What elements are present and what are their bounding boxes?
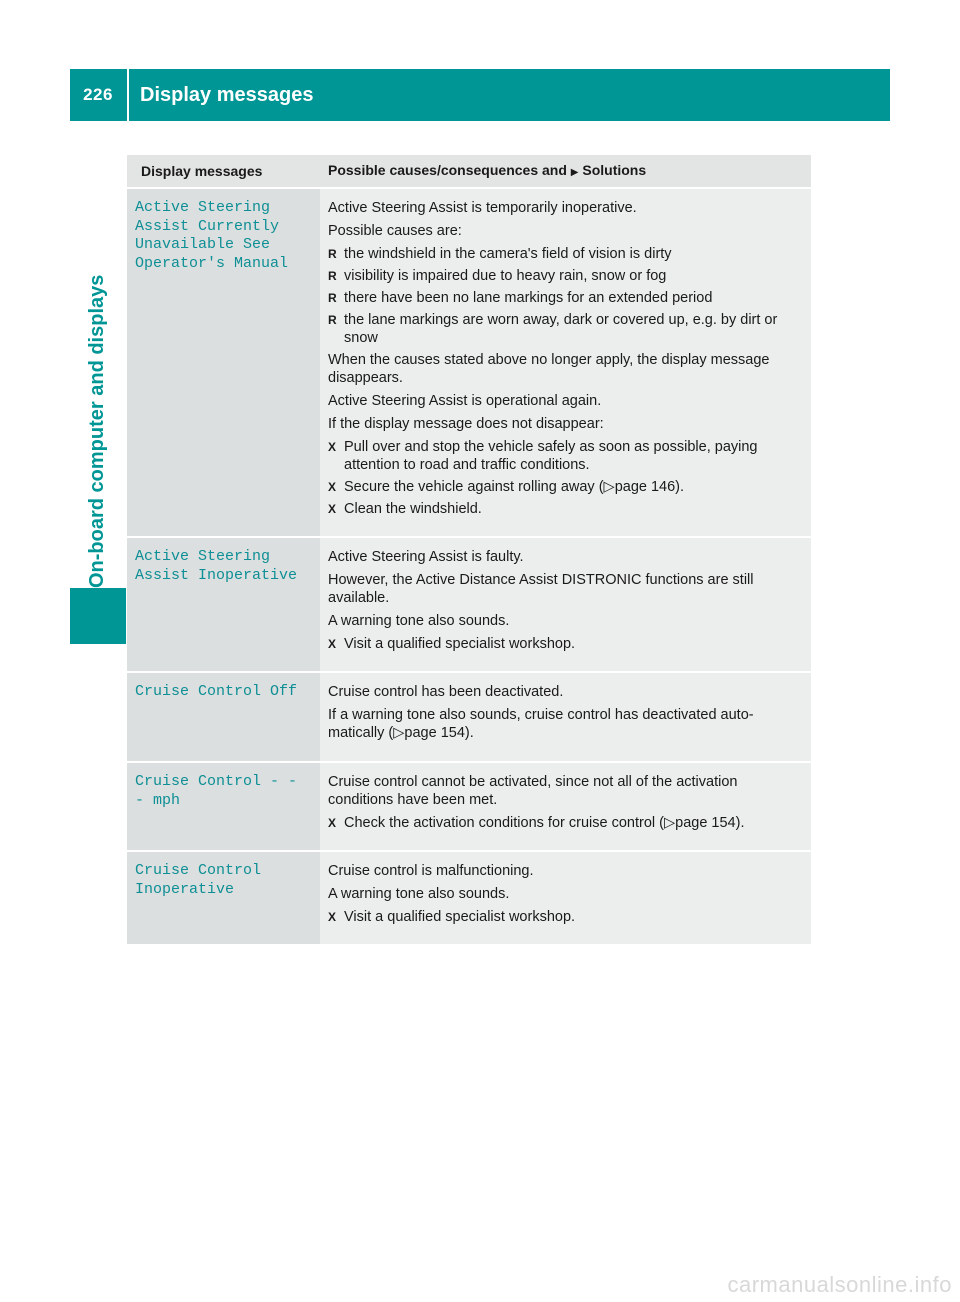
action-step [328,438,803,474]
paragraph-text: A warning tone also sounds. [328,886,510,902]
action-step [328,500,803,518]
paragraph-text: Cruise control has been deactivated. [328,684,564,700]
paragraph-text: Active Steering Assist is faulty. [328,549,524,565]
item-text [344,908,803,926]
paragraph-text: Cruise control is malfunctioning. [328,863,534,879]
table-header-row [127,155,811,188]
item-text-main: the lane markings are worn away, dark or covered up, e.g. by dirt or snow [344,312,778,346]
causes-solutions-cell [320,762,811,851]
bullet-item [328,311,803,347]
paragraph [328,548,803,566]
paragraph [328,612,803,630]
item-text [344,311,803,347]
page-number: 226 [83,85,113,104]
item-text [344,635,803,653]
paragraph-text: Possible causes are: [328,223,462,239]
display-message-code: Active Steering Assist Inoperative [127,537,320,672]
item-text-main: visibility is impaired due to heavy rain, snow or fog [344,268,667,284]
col-header-causes-label: Possible causes/consequences and [328,161,567,178]
item-text-main: Secure the vehicle against rolling away ( [344,479,604,495]
display-message-code: Cruise Control Off [127,672,320,762]
page-reference-icon: ▷ [663,815,676,831]
item-text-main: there have been no lane markings for an extended period [344,290,713,306]
col-header-display-messages: Display messages [127,155,320,188]
side-tab-marker [70,588,126,644]
paragraph-text: Cruise control cannot be activated, since not all of the activation conditions have been met. [328,774,738,808]
col-header-solutions-label: Solutions [582,161,647,178]
page-reference-link[interactable]: page 154 [675,815,736,831]
page-header [70,69,890,121]
bullet-marker-icon: R [328,291,337,305]
section-title: Display messages [140,83,314,106]
item-text-after: ). [735,815,745,831]
causes-solutions-cell [320,851,811,945]
bullet-marker-icon: R [328,269,337,283]
item-text [344,289,803,307]
action-step [328,478,803,496]
item-text [344,478,803,496]
play-arrow-icon: ▶ [570,166,579,178]
bullet-item [328,289,803,307]
paragraph-text: If the display message does not disappear: [328,416,604,432]
paragraph-text: Active Steering Assist is operational again. [328,393,602,409]
paragraph [328,415,803,433]
table-row [127,672,811,762]
display-message-code: Cruise Control Inoperative [127,851,320,945]
paragraph-text: Active Steering Assist is temporarily inoperative. [328,200,637,216]
paragraph-text: If a warning tone also sounds, cruise control has deactivated auto-matically ( [328,707,754,741]
action-step [328,908,803,926]
item-text [344,245,803,263]
watermark: carmanualsonline.info [727,1272,952,1297]
display-message-code: Active Steering Assist Currently Unavailable See Operator's Manual [127,188,320,537]
paragraph [328,862,803,880]
bullet-item [328,267,803,285]
item-text-main: Visit a qualified specialist workshop. [344,636,576,652]
paragraph [328,222,803,240]
item-text [344,500,803,518]
item-text-main: the windshield in the camera's field of vision is dirty [344,246,672,262]
causes-solutions-cell [320,188,811,537]
action-marker-icon: X [328,910,337,924]
item-text [344,267,803,285]
item-text-main: Clean the windshield. [344,501,482,517]
action-marker-icon: X [328,637,337,651]
col-header-causes [320,155,811,188]
item-text-main: Visit a qualified specialist workshop. [344,909,576,925]
paragraph [328,773,803,809]
paragraph [328,885,803,903]
table-row [127,762,811,851]
page-reference-link[interactable]: page 146 [614,479,676,495]
paragraph [328,392,803,410]
causes-solutions-cell [320,537,811,672]
paragraph-text: When the causes stated above no longer apply, the display message disappears. [328,352,770,386]
causes-solutions-cell [320,672,811,762]
item-text [344,438,803,474]
paragraph [328,351,803,387]
action-marker-icon: X [328,502,337,516]
action-marker-icon: X [328,816,337,830]
item-text-main: Pull over and stop the vehicle safely as soon as possible, paying attention to road and traffic conditions. [344,439,758,473]
action-step [328,635,803,653]
paragraph-text: However, the Active Distance Assist DISTRONIC functions are still available. [328,572,754,606]
display-messages-table [127,155,811,946]
item-text-main: Check the activation conditions for cruise control ( [344,815,664,831]
action-marker-icon: X [328,440,337,454]
display-message-code: Cruise Control - - - mph [127,762,320,851]
paragraph-text: A warning tone also sounds. [328,613,510,629]
side-tab-label: On-board computer and displays [86,274,108,588]
page-reference-icon: ▷ [603,479,615,495]
bullet-marker-icon: R [328,313,337,327]
paragraph [328,199,803,217]
action-step [328,814,803,832]
page-reference-icon: ▷ [393,725,405,741]
item-text [344,814,803,832]
paragraph [328,683,803,701]
table-row [127,537,811,672]
action-marker-icon: X [328,480,337,494]
header-divider [127,69,129,121]
paragraph [328,706,803,742]
paragraph [328,571,803,607]
item-text-after: ). [675,479,685,495]
table-row [127,188,811,537]
item-text-after: ). [464,725,474,741]
table-row [127,851,811,945]
bullet-item [328,245,803,263]
page-reference-link[interactable]: page 154 [404,725,465,741]
bullet-marker-icon: R [328,247,337,261]
